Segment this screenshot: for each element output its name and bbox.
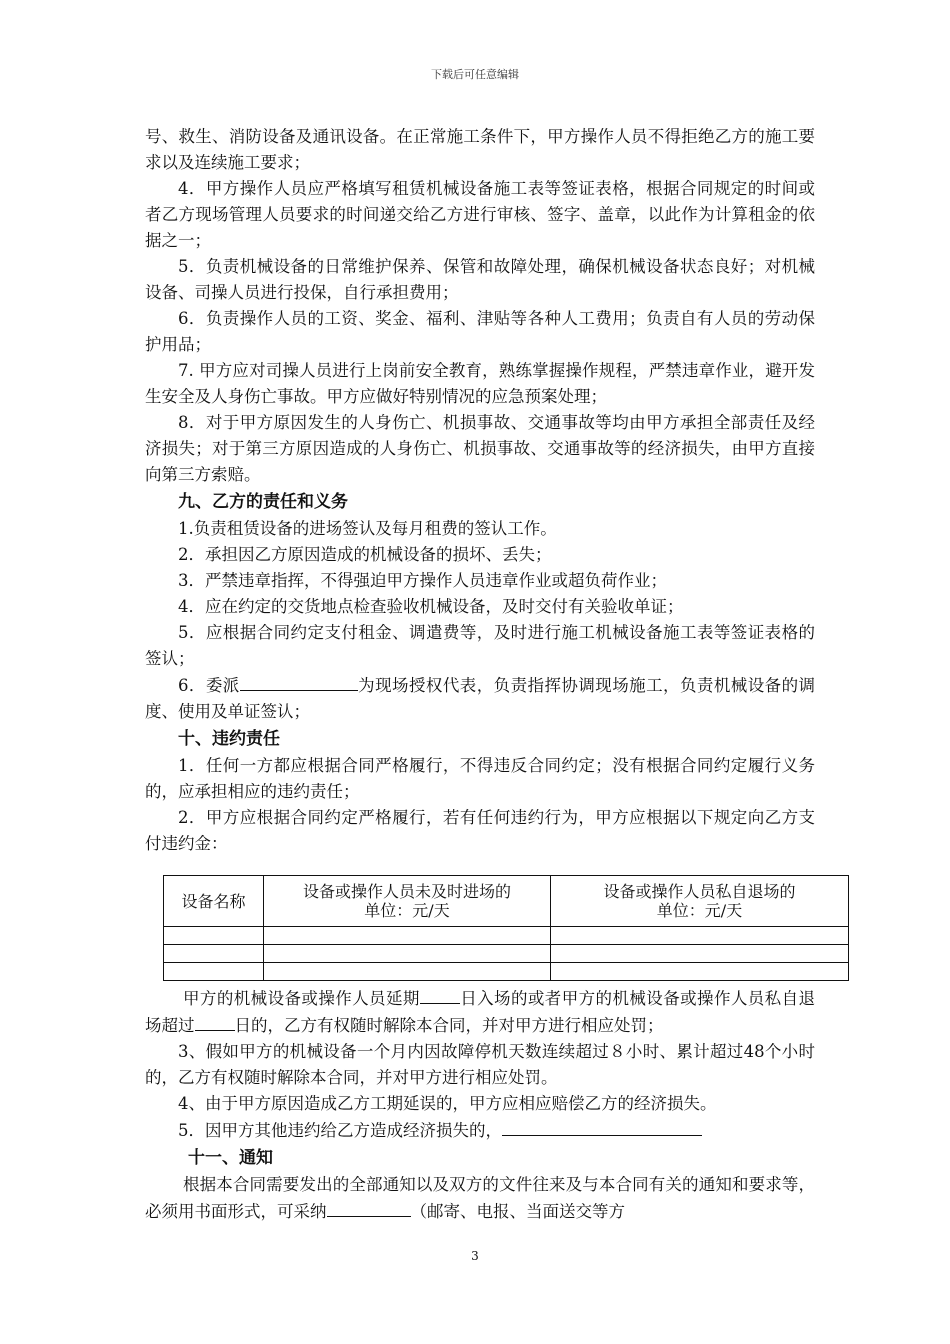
other-breach-blank[interactable] [502,1117,702,1136]
section-10-item-2: 2．甲方应根据合同约定严格履行，若有任何违约行为，甲方应根据以下规定向乙方支付违约金： [145,808,815,853]
page-header: 下载后可任意编辑 [431,68,519,81]
section-9-item-1: 1.负责租赁设备的进场签认及每月租费的签认工作。 [178,519,557,538]
paragraph-item-5: 5．负责机械设备的日常维护保养、保管和故障处理，确保机械设备状态良好；对机械设备、司操人员进行投保，自行承担费用； [145,257,815,302]
header-equipment-name: 设备名称 [164,876,264,927]
representative-blank[interactable] [240,672,358,691]
other-breach-text: 5．因甲方其他违约给乙方造成经济损失的， [178,1121,502,1140]
notice-clause-part-a: 根据本合同需要发出的全部通知以及双方的文件往来及与本合同有关的通知和要求等，必须用书面形式，可采纳 [145,1175,815,1221]
header-unauthorized-exit-line2: 单位：元/天 [656,901,743,920]
table-cell[interactable] [264,927,551,945]
section-9-item-3: 3．严禁违章指挥，不得强迫甲方操作人员违章作业或超负荷作业； [178,571,667,590]
section-11-heading: 十一、通知 [188,1148,273,1168]
notice-clause-part-b: （邮寄、电报、当面送交等方 [410,1202,625,1221]
penalty-table [163,875,849,981]
section-9-item-5: 5．应根据合同约定支付租金、调遣费等，及时进行施工机械设备施工表等签证表格的签认； [145,623,815,668]
header-late-entry-line1: 设备或操作人员未及时进场的 [302,882,511,901]
table-cell[interactable] [164,927,264,945]
table-cell[interactable] [264,945,551,963]
table-header-row [164,876,849,927]
table-row [164,927,849,945]
item-6-prefix: 6．委派 [178,676,240,695]
delay-clause-part-a: 甲方的机械设备或操作人员延期 [183,989,420,1008]
paragraph-item-4: 4．甲方操作人员应严格填写租赁机械设备施工表等签证表格，根据合同规定的时间或者乙方现场管理人员要求的时间递交给乙方进行审核、签字、盖章，以此作为计算租金的依据之一； [145,179,815,250]
delay-clause [145,985,815,1039]
paragraph-item-7: 7. 甲方应对司操人员进行上岗前安全教育，熟练掌握操作规程，严禁违章作业，避开发生安全及人身伤亡事故。甲方应做好特别情况的应急预案处理； [145,361,815,406]
table-row [164,945,849,963]
paragraph-continued: 号、救生、消防设备及通讯设备。在正常施工条件下，甲方操作人员不得拒绝乙方的施工要求以及连续施工要求； [145,127,815,172]
delay-clause-part-b: 日入场的或者甲方的机械设备或操作人员私自退场超过 [145,989,816,1035]
delay-clause-part-c: 日的，乙方有权随时解除本合同，并对甲方进行相应处罚； [234,1016,664,1035]
section-9-item-4: 4．应在约定的交货地点检查验收机械设备，及时交付有关验收单证； [178,597,684,616]
table-cell[interactable] [164,963,264,981]
header-late-entry-line2: 单位：元/天 [364,901,450,920]
section-10-item-1: 1．任何一方都应根据合同严格履行，不得违反合同约定；没有根据合同约定履行义务的，应承担相应的违约责任； [145,756,815,801]
item-6-suffix: 为现场授权代表，负责指挥协调现场施工，负责机械设备的调度、使用及单证签认； [145,676,816,721]
paragraph-item-6: 6．负责操作人员的工资、奖金、福利、津贴等各种人工费用；负责自有人员的劳动保护用品； [145,309,815,354]
paragraph-item-8: 8．对于甲方原因发生的人身伤亡、机损事故、交通事故等均由甲方承担全部责任及经济损失；对于第三方原因造成的人身伤亡、机损事故、交通事故等的经济损失，由甲方直接向第三方索赔。 [145,413,815,484]
header-unauthorized-exit [551,876,849,927]
table-cell[interactable] [551,945,849,963]
delay-days-blank[interactable] [420,985,460,1004]
table-cell[interactable] [164,945,264,963]
breakdown-clause: 3、假如甲方的机械设备一个月内因故障停机天数连续超过８小时、累计超过48个小时的，乙方有权随时解除本合同，并对甲方进行相应处罚。 [145,1042,815,1087]
other-breach-clause [145,1117,815,1144]
section-9-item-2: 2．承担因乙方原因造成的机械设备的损坏、丢失； [178,545,552,564]
section-9-heading: 九、乙方的责任和义务 [178,492,348,512]
table-cell[interactable] [551,963,849,981]
header-late-entry [264,876,551,927]
document-body [145,124,815,1225]
table-cell[interactable] [264,963,551,981]
table-row [164,963,849,981]
header-unauthorized-exit-line1: 设备或操作人员私自退场的 [603,882,796,901]
notice-method-blank[interactable] [327,1198,411,1217]
section-9-item-6 [145,672,815,725]
exit-days-blank[interactable] [195,1012,235,1031]
table-cell[interactable] [551,927,849,945]
notice-clause [145,1172,815,1225]
section-10-heading: 十、违约责任 [178,729,280,749]
schedule-delay-clause: 4、由于甲方原因造成乙方工期延误的，甲方应相应赔偿乙方的经济损失。 [178,1094,717,1113]
page-number: 3 [471,1249,479,1263]
